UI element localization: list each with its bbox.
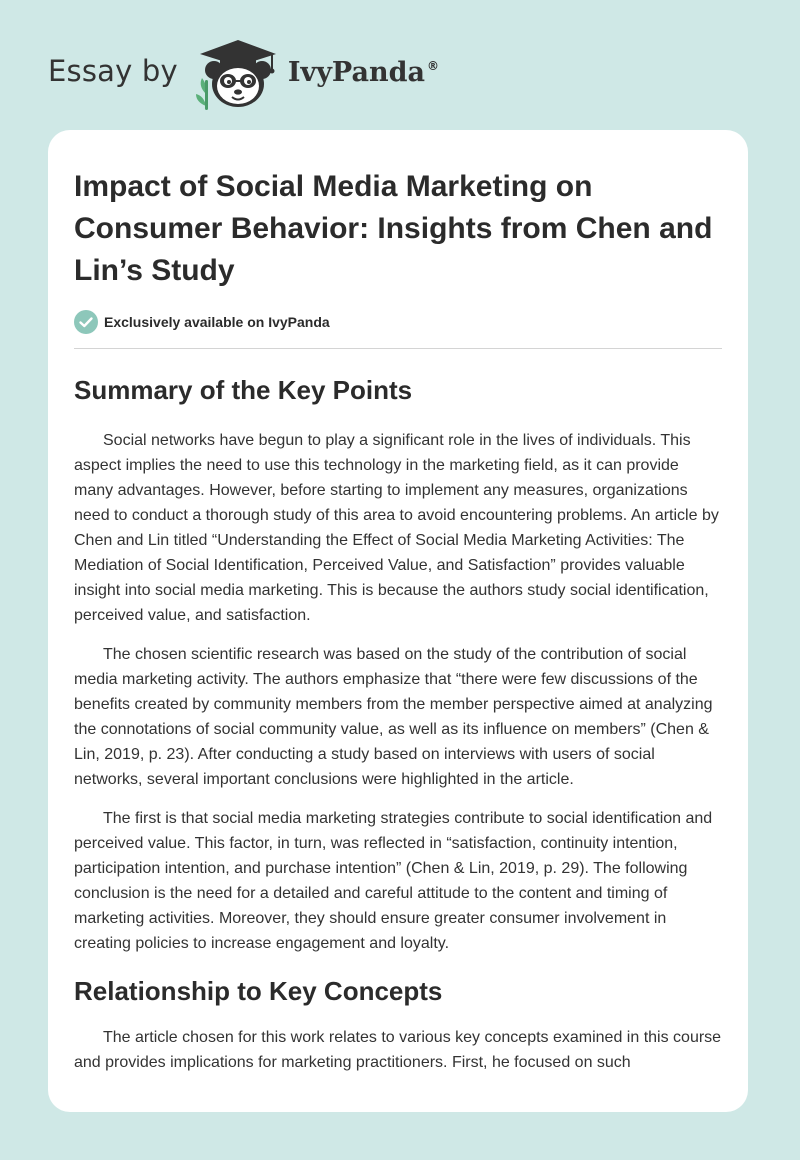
paragraph: The chosen scientific research was based on the study of the contribution of social media marketing activity. The authors emphasize that “there were few discussions of the benefits created by community members from the member perspective aimed at analyzing the connotations of social community value, as well as its influence on members” (Chen & Lin, 2019, p. 23). After conducting a study based on interviews with users of social networks, several important conclusions were highlighted in the article. bbox=[74, 646, 713, 788]
panda-graduate-icon bbox=[192, 36, 284, 112]
essay-card bbox=[48, 130, 748, 1112]
paragraph: The first is that social media marketing strategies contribute to social identification and perceived value. This factor, in turn, was reflected in “satisfaction, continuity intention, participation intention, and purchase intention” (Chen & Lin, 2019, p. 29). The following conclusion is the need for a detailed and careful attitude to the content and timing of marketing activities. Moreover, they should ensure greater consumer involvement in creating policies to increase engagement and loyalty. bbox=[74, 810, 713, 952]
section-heading-relationship: Relationship to Key Concepts bbox=[74, 976, 443, 1006]
paragraph: Social networks have begun to play a significant role in the lives of individuals. This aspect implies the need to use this technology in the marketing field, as it can provide many advantages. However, before starting to implement any measures, organizations need to conduct a thorough study of this area to avoid encountering problems. An article by Chen and Lin titled “Understanding the Effect of Social Media Marketing Activities: The Mediation of Social Identification, Perceived Value, and Satisfaction” provides valuable insight into social media marketing. This is because the authors study social identification, perceived value, and satisfaction. bbox=[74, 432, 719, 624]
essay-by-label: Essay by bbox=[48, 54, 178, 88]
brand-name: IvyPanda ® bbox=[287, 56, 439, 88]
paragraph: The article chosen for this work relates to various key concepts examined in this course and provides implications for marketing practitioners. First, he focused on such bbox=[74, 1029, 722, 1071]
brand-header bbox=[48, 36, 439, 112]
essay-title: Impact of Social Media Marketing on Consumer Behavior: Insights from Chen and Lin’s Study bbox=[74, 170, 713, 287]
exclusive-label: Exclusively available on IvyPanda bbox=[104, 314, 330, 330]
registered-mark: ® bbox=[426, 58, 439, 73]
exclusive-badge bbox=[74, 310, 722, 349]
check-circle-icon bbox=[74, 310, 98, 334]
section-heading-summary: Summary of the Key Points bbox=[74, 375, 413, 405]
